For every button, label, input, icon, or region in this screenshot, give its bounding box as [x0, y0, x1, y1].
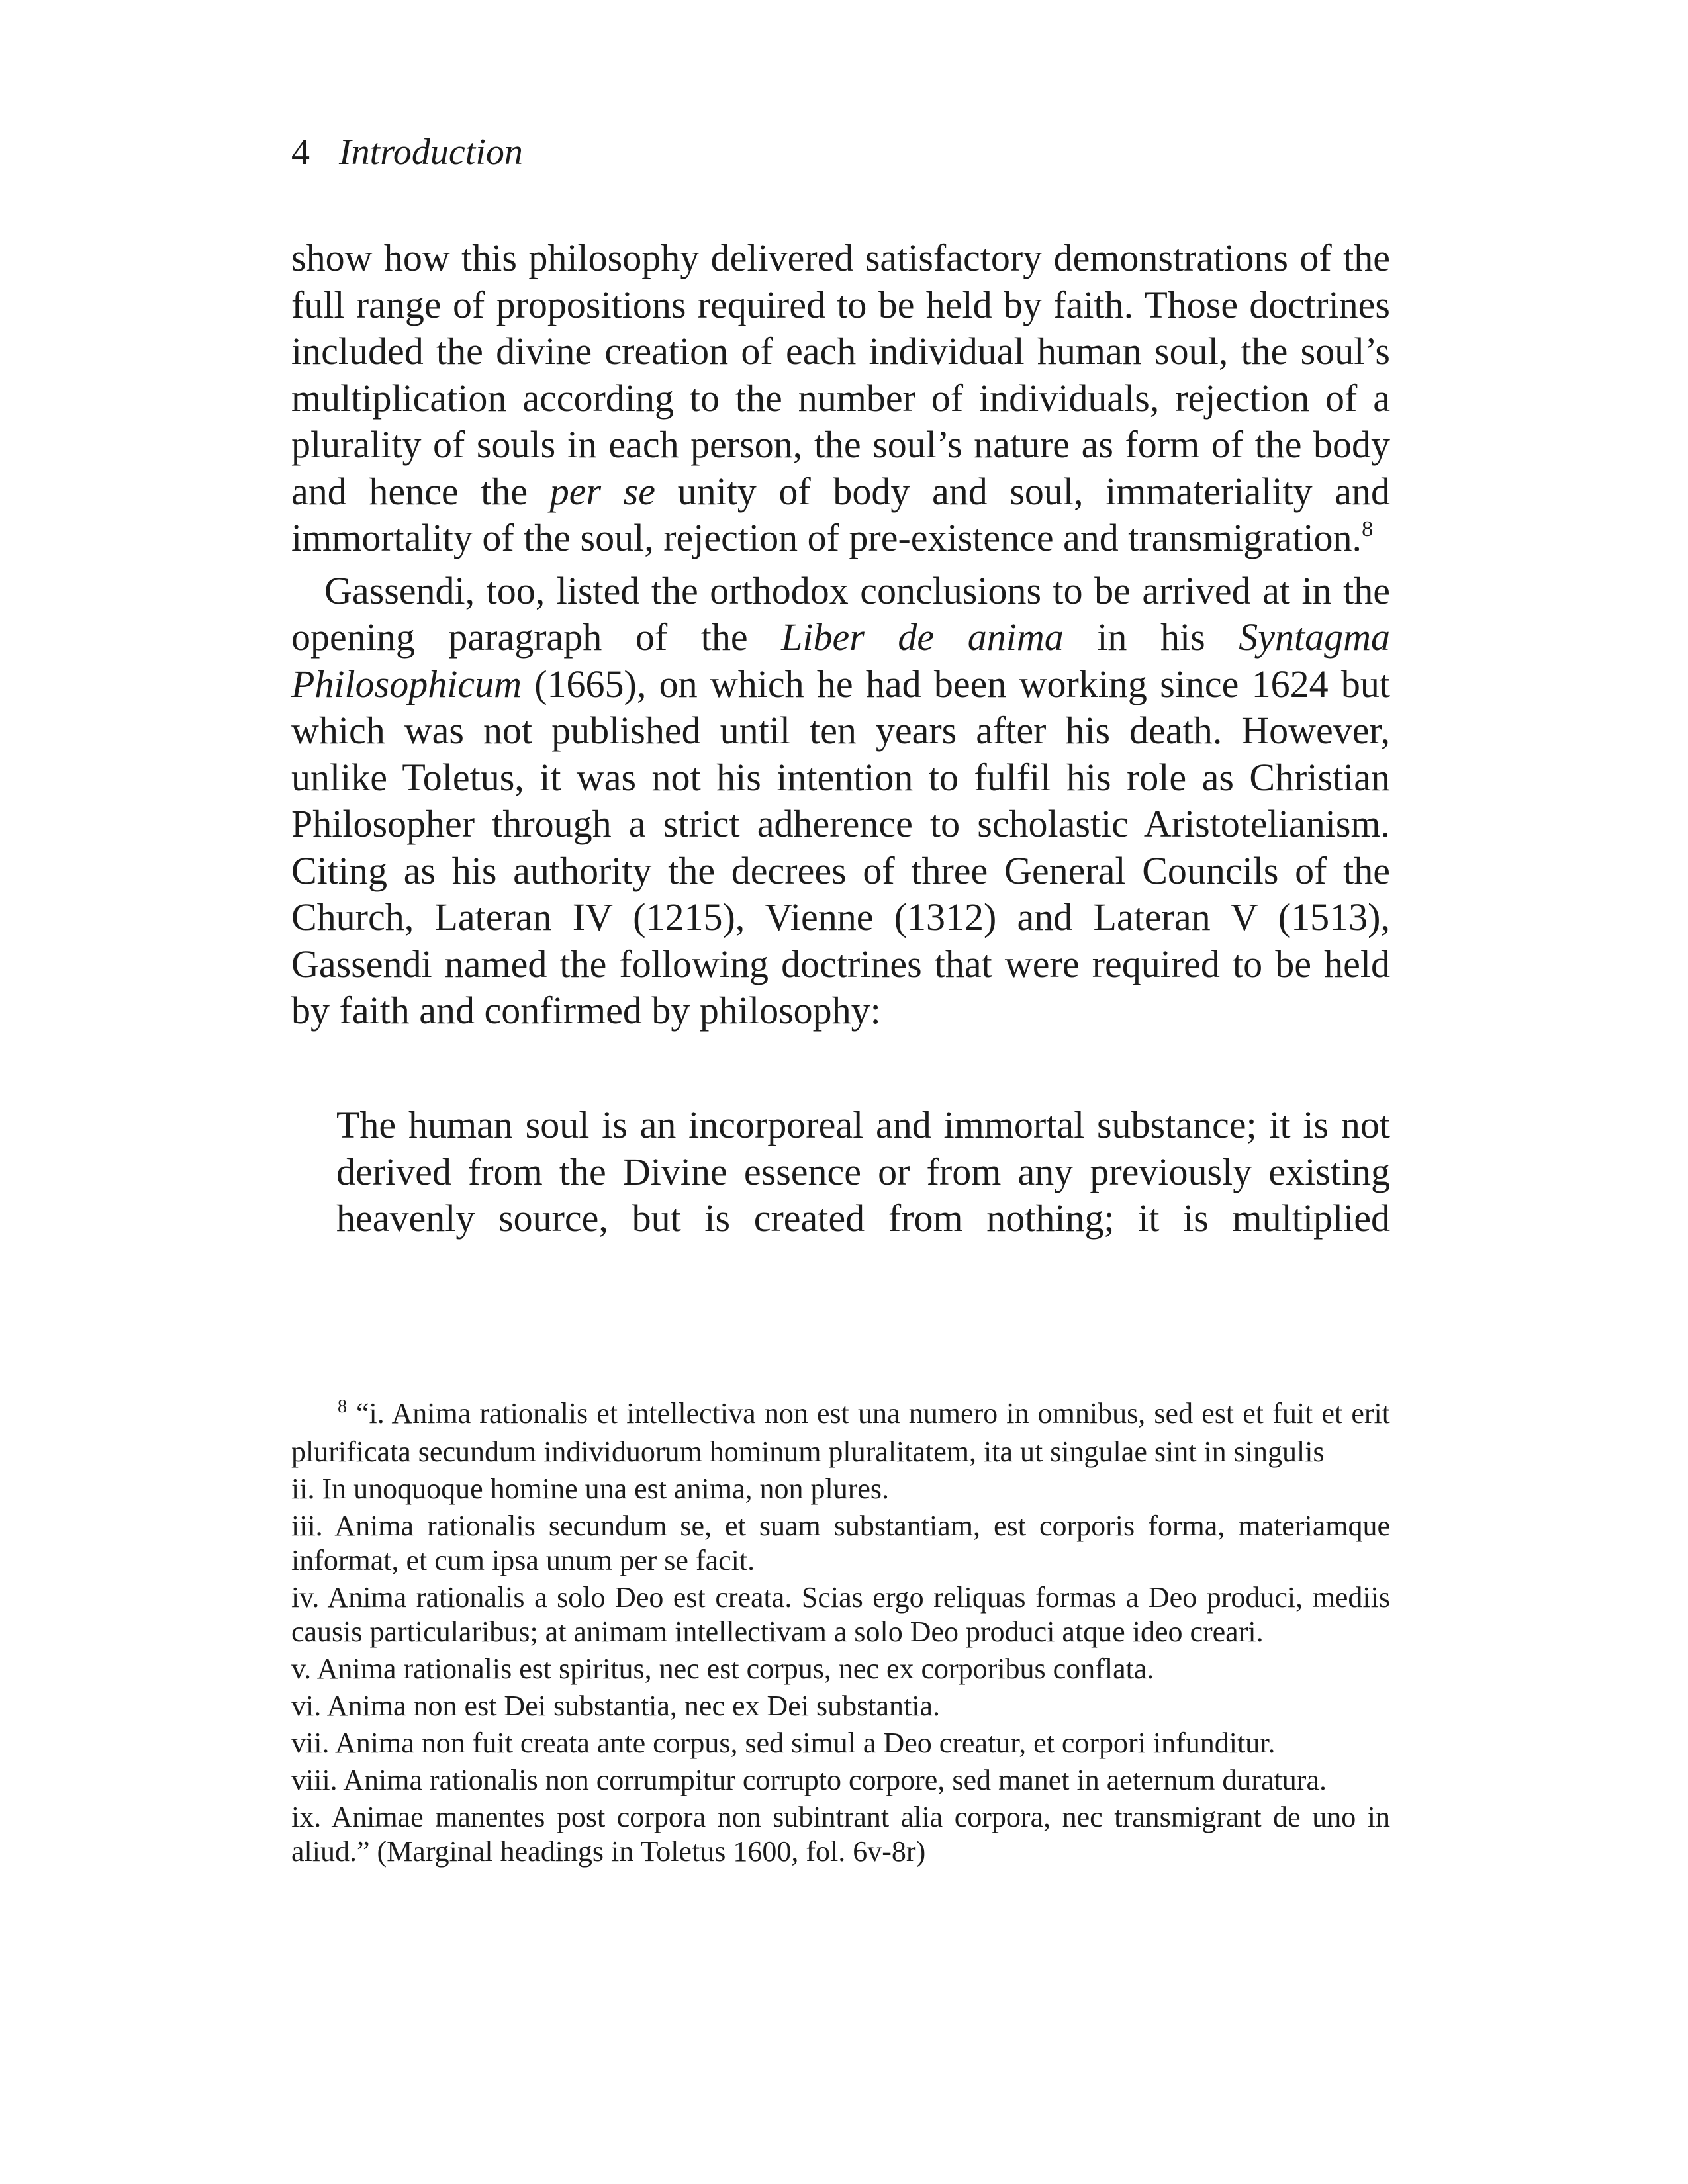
footnote-item: ii. In unoquoque homine una est anima, non plures. [291, 1473, 890, 1505]
main-text [291, 235, 1390, 1034]
footnote-item: iv. Anima rationalis a solo Deo est creata. Scias ergo reliquas formas a Deo produci, mediis causis particularibus; at animam intellectivam a solo Deo produci atque ideo creari. [291, 1581, 1390, 1648]
book-title: Liber de anima [781, 615, 1064, 659]
running-header [291, 129, 523, 175]
block-quote-text: The human soul is an incorporeal and immortal substance; it is not derived from the Divine essence or from any previously existing heavenly source, but is created from nothing; it is multiplied [336, 1103, 1390, 1240]
footnote-item: ix. Animae manentes post corpora non subintrant alia corpora, nec transmigrant de uno in aliud.” (Marginal headings in Toletus 1600, fol. 6v-8r) [291, 1801, 1390, 1868]
footnotes [291, 1396, 1390, 1872]
footnote-item: iii. Anima rationalis secundum se, et suam substantiam, est corporis forma, materiamque informat, et cum ipsa unum per se facit. [291, 1510, 1390, 1576]
running-title: Introduction [339, 132, 523, 173]
footnote-item: vi. Anima non est Dei substantia, nec ex Dei substantia. [291, 1690, 941, 1722]
book-title: Syntagma Philosophicum [291, 615, 1391, 705]
footnote-reference: 8 [1362, 517, 1374, 541]
footnote-item: $^8$ “i. Anima rationalis et intellectiva non est una numero in omnibus, sed est et fuit et erit plurificata secundum individuorum hominum pluralitatem, ita ut singulae sint in singulis [291, 1396, 1390, 1468]
block-quote [336, 1102, 1390, 1289]
page-number: 4 [291, 132, 310, 173]
paragraph-1: show how this philosophy delivered satisfactory demonstrations of the full range of propositions required to be held by faith. Those doctrines included the divine creation of each individual human soul, the soul’s multiplication according to the number of individuals, rejection of a plurality of souls in each person, the soul’s nature as form of the body and hence the per se unity of body and soul, immateriality and immortality of the soul, rejection of pre-existence and transmigration.$^8$ [291, 236, 1390, 559]
footnote-marker: 8 [338, 1396, 347, 1417]
paragraph-2: Gassendi, too, listed the orthodox conclusions to be arrived at in the opening paragraph of the Liber de anima in his Syntagma Philosophicum (1665), on which he had been working since 1624 but which was not published until ten years after his death. However, unlike Toletus, it was not his intention to fulfil his role as Christian Philosopher through a strict adherence to scholastic Aristotelianism. Citing as his authority the decrees of three General Councils of the Church, Lateran IV (1215), Vienne (1312) and Lateran V (1513), Gassendi named the following doctrines that were required to be held by faith and confirmed by philosophy: [291, 569, 1391, 1032]
footnote-item: v. Anima rationalis est spiritus, nec est corpus, nec ex corporibus conflata. [291, 1653, 1154, 1685]
italic-phrase: per se [549, 469, 655, 513]
footnote-item: viii. Anima rationalis non corrumpitur corrupto corpore, sed manet in aeternum duratura. [291, 1764, 1327, 1796]
footnote-item: vii. Anima non fuit creata ante corpus, sed simul a Deo creatur, et corpori infunditur. [291, 1727, 1276, 1759]
